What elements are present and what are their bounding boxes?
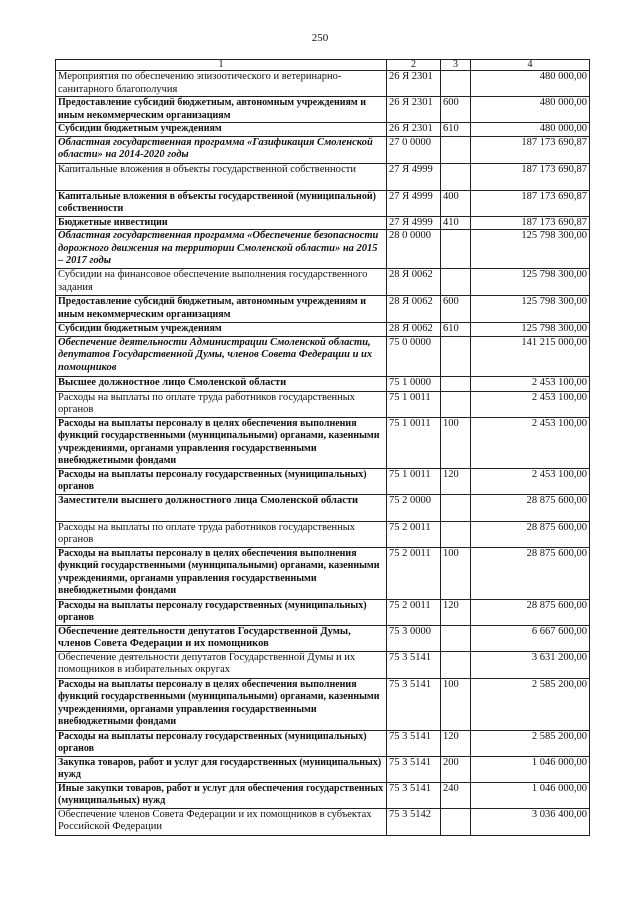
- row-amount: 28 875 600,00: [471, 494, 590, 521]
- row-code: 75 2 0011: [387, 599, 441, 625]
- table-row: [56, 730, 590, 756]
- page-number: 250: [311, 32, 329, 44]
- row-amount: 125 798 300,00: [471, 269, 590, 296]
- row-amount: 125 798 300,00: [471, 296, 590, 323]
- header-row: [56, 60, 590, 71]
- row-amount: 2 453 100,00: [471, 417, 590, 468]
- table-row: [56, 468, 590, 494]
- row-amount: 28 875 600,00: [471, 599, 590, 625]
- row-expense-type: 200: [441, 756, 471, 782]
- row-expense-type: [441, 808, 471, 835]
- table-row: [56, 230, 590, 269]
- header-col-4: 4: [471, 60, 590, 71]
- table-row: [56, 808, 590, 835]
- table-row: [56, 97, 590, 123]
- row-amount: 125 798 300,00: [471, 230, 590, 269]
- row-code: 75 3 5141: [387, 651, 441, 678]
- row-code: 75 1 0000: [387, 376, 441, 391]
- row-name: Капитальные вложения в объекты государственной (муниципальной) собственности: [56, 190, 387, 216]
- row-name: Высшее должностное лицо Смоленской области: [56, 376, 387, 391]
- row-expense-type: 600: [441, 97, 471, 123]
- table-row: [56, 547, 590, 599]
- budget-table: [55, 59, 590, 836]
- header-col-1: 1: [56, 60, 387, 71]
- row-name: Обеспечение членов Совета Федерации и их помощников в субъектах Российской Федерации: [56, 808, 387, 835]
- row-code: 27 0 0000: [387, 136, 441, 163]
- row-name: Обеспечение деятельности Администрации Смоленской области, депутатов Государственной Думы, членов Совета Федерации и их помощников: [56, 336, 387, 376]
- row-code: 75 3 5141: [387, 756, 441, 782]
- table-row: [56, 625, 590, 651]
- row-amount: 28 875 600,00: [471, 547, 590, 599]
- row-code: 75 2 0000: [387, 494, 441, 521]
- row-expense-type: [441, 336, 471, 376]
- row-expense-type: [441, 269, 471, 296]
- row-expense-type: 120: [441, 599, 471, 625]
- row-expense-type: 120: [441, 730, 471, 756]
- row-amount: 28 875 600,00: [471, 521, 590, 547]
- row-name: Мероприятия по обеспечению эпизоотического и ветеринарно-санитарного благополучия: [56, 71, 387, 97]
- table-row: [56, 336, 590, 376]
- row-name: Расходы на выплаты персоналу государственных (муниципальных) органов: [56, 468, 387, 494]
- row-amount: 2 585 200,00: [471, 678, 590, 730]
- row-expense-type: [441, 494, 471, 521]
- row-amount: 187 173 690,87: [471, 136, 590, 163]
- row-expense-type: [441, 376, 471, 391]
- row-amount: 2 453 100,00: [471, 391, 590, 417]
- row-expense-type: 100: [441, 678, 471, 730]
- row-name: Капитальные вложения в объекты государственной собственности: [56, 163, 387, 190]
- row-expense-type: [441, 163, 471, 190]
- table-row: [56, 296, 590, 323]
- row-amount: 2 453 100,00: [471, 468, 590, 494]
- row-expense-type: 610: [441, 123, 471, 137]
- header-col-2: 2: [387, 60, 441, 71]
- row-name: Предоставление субсидий бюджетным, автономным учреждениям и иным некоммерческим организациям: [56, 97, 387, 123]
- row-code: 75 1 0011: [387, 417, 441, 468]
- row-amount: 187 173 690,87: [471, 190, 590, 216]
- table-row: [56, 599, 590, 625]
- table-row: [56, 417, 590, 468]
- table-row: [56, 391, 590, 417]
- row-name: Расходы на выплаты персоналу государственных (муниципальных) органов: [56, 599, 387, 625]
- row-code: 27 Я 4999: [387, 163, 441, 190]
- row-amount: 125 798 300,00: [471, 323, 590, 337]
- row-name: Субсидии на финансовое обеспечение выполнения государственного задания: [56, 269, 387, 296]
- table-row: [56, 521, 590, 547]
- row-code: 27 Я 4999: [387, 216, 441, 230]
- row-amount: 2 585 200,00: [471, 730, 590, 756]
- row-name: Расходы на выплаты персоналу в целях обеспечения выполнения функций государственными (муниципальными) органами, казенными учреждениями, органами управления государственными внебюджетными фондами: [56, 678, 387, 730]
- row-amount: 1 046 000,00: [471, 782, 590, 808]
- row-code: 75 3 0000: [387, 625, 441, 651]
- row-name: Обеспечение деятельности депутатов Государственной Думы, членов Совета Федерации и их помощников: [56, 625, 387, 651]
- row-code: 75 3 5141: [387, 730, 441, 756]
- row-name: Областная государственная программа «Газификация Смоленской области» на 2014-2020 годы: [56, 136, 387, 163]
- row-expense-type: [441, 391, 471, 417]
- table-row: [56, 216, 590, 230]
- row-name: Расходы на выплаты персоналу государственных (муниципальных) органов: [56, 730, 387, 756]
- table-row: [56, 123, 590, 137]
- row-code: 75 3 5141: [387, 678, 441, 730]
- row-code: 26 Я 2301: [387, 123, 441, 137]
- row-code: 26 Я 2301: [387, 71, 441, 97]
- row-amount: 141 215 000,00: [471, 336, 590, 376]
- row-amount: 480 000,00: [471, 123, 590, 137]
- table-row: [56, 136, 590, 163]
- row-name: Субсидии бюджетным учреждениям: [56, 123, 387, 137]
- row-expense-type: 240: [441, 782, 471, 808]
- row-code: 26 Я 2301: [387, 97, 441, 123]
- row-expense-type: [441, 625, 471, 651]
- row-amount: 6 667 600,00: [471, 625, 590, 651]
- row-expense-type: 120: [441, 468, 471, 494]
- row-name: Субсидии бюджетным учреждениям: [56, 323, 387, 337]
- row-name: Закупка товаров, работ и услуг для государственных (муниципальных) нужд: [56, 756, 387, 782]
- row-name: Иные закупки товаров, работ и услуг для обеспечения государственных (муниципальных) нужд: [56, 782, 387, 808]
- table-row: [56, 678, 590, 730]
- header-col-3: 3: [441, 60, 471, 71]
- table-row: [56, 756, 590, 782]
- row-code: 28 Я 0062: [387, 269, 441, 296]
- row-name: Бюджетные инвестиции: [56, 216, 387, 230]
- row-amount: 3 631 200,00: [471, 651, 590, 678]
- table-row: [56, 782, 590, 808]
- row-name: Заместители высшего должностного лица Смоленской области: [56, 494, 387, 521]
- row-expense-type: 600: [441, 296, 471, 323]
- row-name: Предоставление субсидий бюджетным, автономным учреждениям и иным некоммерческим организациям: [56, 296, 387, 323]
- table-row: [56, 494, 590, 521]
- row-code: 75 3 5141: [387, 782, 441, 808]
- table-row: [56, 163, 590, 190]
- row-expense-type: 100: [441, 547, 471, 599]
- row-code: 28 Я 0062: [387, 296, 441, 323]
- row-code: 28 Я 0062: [387, 323, 441, 337]
- table-row: [56, 71, 590, 97]
- row-expense-type: [441, 521, 471, 547]
- table-row: [56, 376, 590, 391]
- row-expense-type: [441, 230, 471, 269]
- table-row: [56, 651, 590, 678]
- row-name: Расходы на выплаты персоналу в целях обеспечения выполнения функций государственными (муниципальными) органами, казенными учреждениями, органами управления государственными внебюджетными фондами: [56, 547, 387, 599]
- row-code: 75 2 0011: [387, 521, 441, 547]
- row-code: 75 3 5142: [387, 808, 441, 835]
- row-amount: 187 173 690,87: [471, 163, 590, 190]
- row-amount: 3 036 400,00: [471, 808, 590, 835]
- table-row: [56, 190, 590, 216]
- row-expense-type: [441, 651, 471, 678]
- row-code: 75 2 0011: [387, 547, 441, 599]
- row-amount: 480 000,00: [471, 71, 590, 97]
- row-name: Расходы на выплаты по оплате труда работников государственных органов: [56, 521, 387, 547]
- row-name: Областная государственная программа «Обеспечение безопасности дорожного движения на территории Смоленской области» на 2015 – 2017 годы: [56, 230, 387, 269]
- row-name: Расходы на выплаты по оплате труда работников государственных органов: [56, 391, 387, 417]
- row-name: Обеспечение деятельности депутатов Государственной Думы и их помощников в избирательных округах: [56, 651, 387, 678]
- row-amount: 2 453 100,00: [471, 376, 590, 391]
- row-expense-type: 410: [441, 216, 471, 230]
- row-amount: 480 000,00: [471, 97, 590, 123]
- row-code: 75 0 0000: [387, 336, 441, 376]
- row-code: 27 Я 4999: [387, 190, 441, 216]
- row-code: 28 0 0000: [387, 230, 441, 269]
- table-row: [56, 323, 590, 337]
- row-expense-type: [441, 71, 471, 97]
- row-code: 75 1 0011: [387, 468, 441, 494]
- table-row: [56, 269, 590, 296]
- row-expense-type: 610: [441, 323, 471, 337]
- row-code: 75 1 0011: [387, 391, 441, 417]
- row-expense-type: 400: [441, 190, 471, 216]
- row-amount: 187 173 690,87: [471, 216, 590, 230]
- row-name: Расходы на выплаты персоналу в целях обеспечения выполнения функций государственными (муниципальными) органами, казенными учреждениями, органами управления государственными внебюджетными фондами: [56, 417, 387, 468]
- row-expense-type: 100: [441, 417, 471, 468]
- row-amount: 1 046 000,00: [471, 756, 590, 782]
- row-expense-type: [441, 136, 471, 163]
